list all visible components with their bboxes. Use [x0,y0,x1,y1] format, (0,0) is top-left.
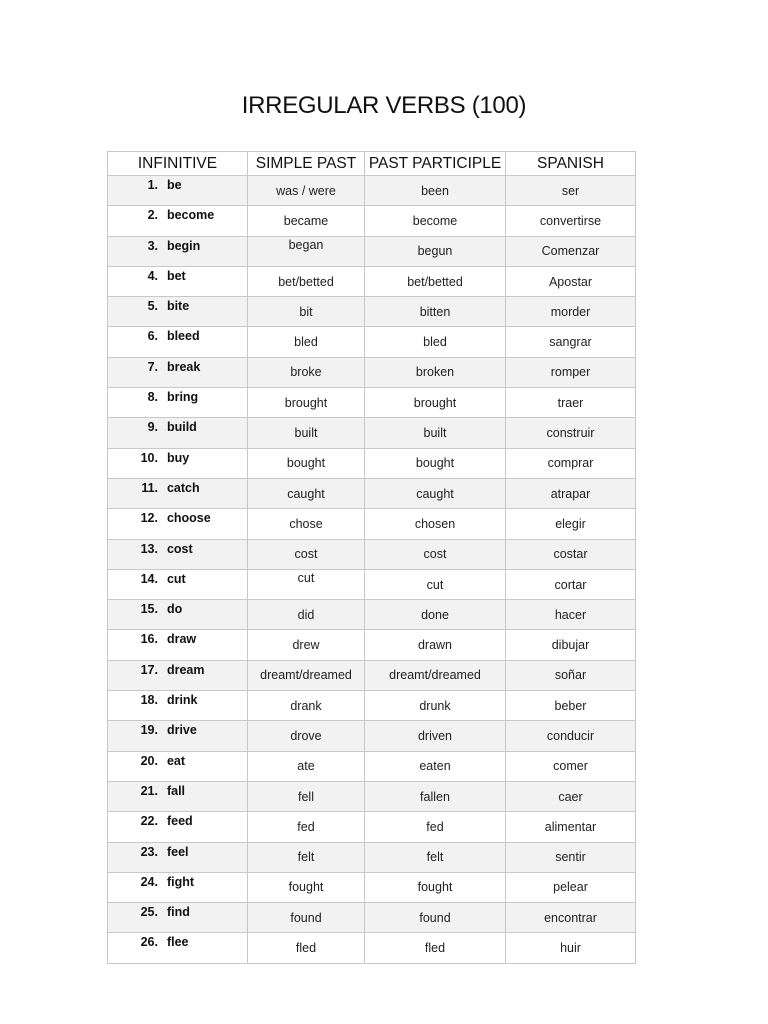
cell-simple-past: cost [248,539,365,569]
row-number: 4. [147,268,158,283]
cell-simple-past: drank [248,691,365,721]
cell-past-participle: fallen [365,781,506,811]
cell-infinitive [108,933,248,963]
cell-past-participle: become [365,206,506,236]
header-past-participle: PAST PARTICIPLE [365,152,506,176]
row-number: 20. [140,753,158,768]
cell-past-participle: fled [365,933,506,963]
row-number: 22. [140,814,158,829]
cell-infinitive [108,660,248,690]
table-row [108,691,636,721]
cell-spanish: convertirse [506,206,636,236]
row-number: 12. [140,511,158,526]
cell-infinitive [108,539,248,569]
table-row [108,357,636,387]
cell-simple-past: began [248,236,365,266]
cell-simple-past: drove [248,721,365,751]
cell-past-participle: fed [365,812,506,842]
cell-past-participle: bled [365,327,506,357]
table-row [108,842,636,872]
cell-infinitive [108,751,248,781]
cell-simple-past: built [248,418,365,448]
infinitive-text: draw [166,632,197,647]
infinitive-text: become [166,208,215,223]
infinitive-text: drink [166,693,198,708]
table-row [108,721,636,751]
cell-infinitive [108,176,248,206]
infinitive-text: choose [166,511,211,526]
cell-past-participle: cut [365,569,506,599]
table-row [108,327,636,357]
cell-past-participle: built [365,418,506,448]
cell-past-participle: broken [365,357,506,387]
infinitive-text: fight [166,874,195,889]
row-number: 24. [140,874,158,889]
infinitive-text: buy [166,450,190,465]
cell-simple-past: felt [248,842,365,872]
cell-infinitive [108,569,248,599]
cell-spanish: romper [506,357,636,387]
cell-spanish: encontrar [506,903,636,933]
table-row [108,569,636,599]
infinitive-text: fall [166,783,186,798]
cell-spanish: alimentar [506,812,636,842]
cell-past-participle: dreamt/dreamed [365,660,506,690]
row-number: 18. [140,693,158,708]
cell-simple-past: bled [248,327,365,357]
cell-past-participle: felt [365,842,506,872]
cell-spanish: beber [506,691,636,721]
infinitive-text: find [166,905,190,920]
infinitive-text: break [166,359,201,374]
cell-infinitive [108,266,248,296]
cell-simple-past: bought [248,448,365,478]
infinitive-text: dream [166,662,205,677]
cell-spanish: comer [506,751,636,781]
cell-infinitive [108,357,248,387]
table-header-row [108,152,636,176]
row-number: 9. [147,420,158,435]
cell-past-participle: chosen [365,509,506,539]
table-row [108,509,636,539]
cell-past-participle: fought [365,872,506,902]
cell-simple-past: found [248,903,365,933]
cell-simple-past: drew [248,630,365,660]
row-number: 17. [140,662,158,677]
cell-infinitive [108,812,248,842]
row-number: 11. [141,480,158,495]
cell-past-participle: eaten [365,751,506,781]
table-row [108,176,636,206]
cell-simple-past: fought [248,872,365,902]
table-row [108,418,636,448]
cell-simple-past: caught [248,478,365,508]
cell-spanish: soñar [506,660,636,690]
table-row [108,206,636,236]
row-number: 13. [140,541,158,556]
row-number: 25. [140,905,158,920]
table-row [108,751,636,781]
table-body [108,176,636,964]
table-row [108,781,636,811]
cell-spanish: traer [506,388,636,418]
cell-spanish: atrapar [506,478,636,508]
cell-simple-past: bit [248,297,365,327]
table-row [108,297,636,327]
infinitive-text: bring [166,390,199,405]
cell-spanish: comprar [506,448,636,478]
cell-simple-past: fled [248,933,365,963]
infinitive-text: feed [166,814,193,829]
cell-past-participle: bet/betted [365,266,506,296]
irregular-verbs-table [107,151,636,964]
cell-past-participle: brought [365,388,506,418]
cell-spanish: dibujar [506,630,636,660]
infinitive-text: cost [166,541,193,556]
cell-simple-past: chose [248,509,365,539]
row-number: 7. [147,359,158,374]
cell-spanish: ser [506,176,636,206]
infinitive-text: do [166,602,183,617]
cell-simple-past: brought [248,388,365,418]
infinitive-text: bite [166,299,190,314]
infinitive-text: feel [166,844,189,859]
row-number: 21. [140,783,158,798]
cell-spanish: Comenzar [506,236,636,266]
row-number: 6. [147,329,158,344]
header-simple-past: SIMPLE PAST [248,152,365,176]
infinitive-text: flee [166,935,189,950]
infinitive-text: drive [166,723,197,738]
infinitive-text: build [166,420,197,435]
cell-simple-past: became [248,206,365,236]
infinitive-text: catch [166,480,200,495]
cell-infinitive [108,509,248,539]
row-number: 14. [140,571,158,586]
table-row [108,812,636,842]
cell-infinitive [108,842,248,872]
infinitive-text: bet [166,268,186,283]
infinitive-text: eat [166,753,186,768]
cell-infinitive [108,388,248,418]
cell-past-participle: driven [365,721,506,751]
cell-infinitive [108,478,248,508]
table-row [108,388,636,418]
cell-infinitive [108,630,248,660]
row-number: 8. [147,390,158,405]
cell-infinitive [108,236,248,266]
cell-spanish: hacer [506,600,636,630]
table-row [108,539,636,569]
infinitive-text: cut [166,571,186,586]
page-title: IRREGULAR VERBS (100) [241,92,527,119]
cell-simple-past: bet/betted [248,266,365,296]
table-row [108,872,636,902]
cell-past-participle: drunk [365,691,506,721]
table-row [108,236,636,266]
cell-infinitive [108,327,248,357]
row-number: 1. [147,178,158,192]
cell-infinitive [108,691,248,721]
row-number: 10. [140,450,158,465]
infinitive-text: be [166,178,182,192]
table-row [108,448,636,478]
row-number: 23. [140,844,158,859]
row-number: 26. [140,935,158,950]
row-number: 19. [140,723,158,738]
header-spanish: SPANISH [506,152,636,176]
table-row [108,600,636,630]
table-row [108,660,636,690]
cell-infinitive [108,448,248,478]
cell-past-participle: found [365,903,506,933]
cell-spanish: Apostar [506,266,636,296]
row-number: 5. [147,299,158,314]
cell-infinitive [108,903,248,933]
cell-infinitive [108,872,248,902]
cell-spanish: huir [506,933,636,963]
row-number: 2. [147,208,158,223]
cell-past-participle: been [365,176,506,206]
row-number: 16. [140,632,158,647]
cell-simple-past: was / were [248,176,365,206]
table-row [108,266,636,296]
cell-simple-past: fed [248,812,365,842]
cell-simple-past: fell [248,781,365,811]
cell-spanish: cortar [506,569,636,599]
cell-past-participle: drawn [365,630,506,660]
cell-spanish: costar [506,539,636,569]
cell-infinitive [108,721,248,751]
cell-past-participle: bought [365,448,506,478]
cell-spanish: elegir [506,509,636,539]
table-row [108,903,636,933]
cell-spanish: construir [506,418,636,448]
cell-spanish: pelear [506,872,636,902]
cell-simple-past: broke [248,357,365,387]
cell-past-participle: bitten [365,297,506,327]
cell-spanish: caer [506,781,636,811]
cell-infinitive [108,206,248,236]
cell-infinitive [108,297,248,327]
cell-past-participle: done [365,600,506,630]
cell-infinitive [108,781,248,811]
table-row [108,630,636,660]
header-infinitive: INFINITIVE [108,152,248,176]
cell-simple-past: ate [248,751,365,781]
cell-past-participle: caught [365,478,506,508]
cell-spanish: sentir [506,842,636,872]
cell-simple-past: dreamt/dreamed [248,660,365,690]
table-row [108,933,636,963]
cell-spanish: morder [506,297,636,327]
cell-past-participle: cost [365,539,506,569]
table-row [108,478,636,508]
row-number: 3. [147,238,158,253]
infinitive-text: begin [166,238,201,253]
infinitive-text: bleed [166,329,200,344]
row-number: 15. [140,602,158,617]
cell-simple-past: cut [248,569,365,599]
cell-spanish: conducir [506,721,636,751]
cell-simple-past: did [248,600,365,630]
cell-infinitive [108,418,248,448]
cell-past-participle: begun [365,236,506,266]
cell-spanish: sangrar [506,327,636,357]
cell-infinitive [108,600,248,630]
